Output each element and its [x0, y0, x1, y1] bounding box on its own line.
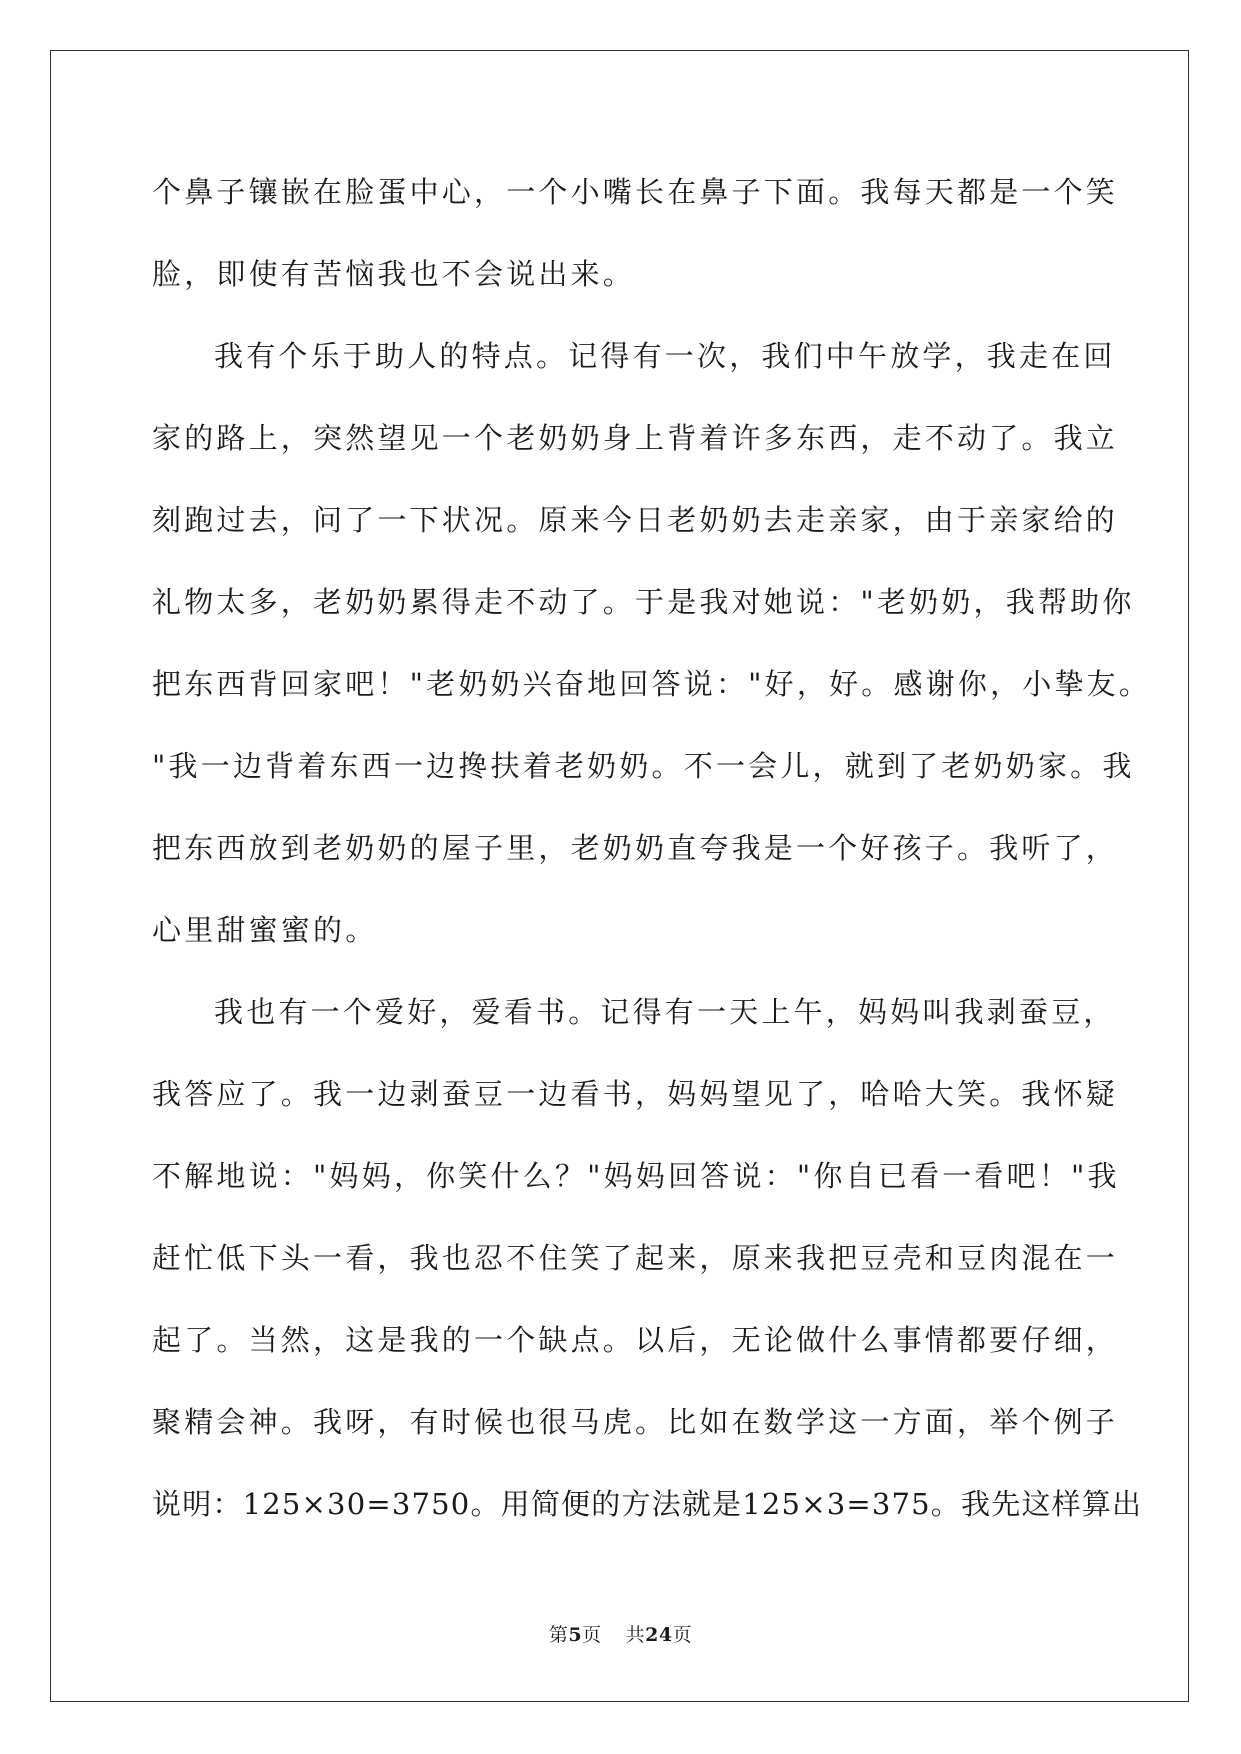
text-line: 把东西放到老奶奶的屋子里，老奶奶直夸我是一个好孩子。我听了， [152, 831, 1119, 865]
paragraph-start-line: 我有个乐于助人的特点。记得有一次，我们中午放学，我走在回 [214, 339, 1116, 373]
text-line: 个鼻子镶嵌在脸蛋中心，一个小嘴长在鼻子下面。我每天都是一个笑 [152, 175, 1119, 209]
text-line: 不解地说："妈妈，你笑什么？"妈妈回答说："你自已看一看吧！"我 [152, 1159, 1120, 1193]
text-line: 说明：125×30=3750。用简便的方法就是125×3=375。我先这样算出 [152, 1487, 1143, 1521]
total-page-count: 24 [645, 1624, 673, 1646]
text-line: 刻跑过去，问了一下状况。原来今日老奶奶去走亲家，由于亲家给的 [152, 503, 1119, 537]
text-line: 脸，即使有苦恼我也不会说出来。 [152, 257, 636, 291]
page-footer [0, 1620, 1241, 1647]
text-line: 赶忙低下头一看，我也忍不住笑了起来，原来我把豆壳和豆肉混在一 [152, 1241, 1119, 1275]
footer-total-suffix: 页 [672, 1624, 693, 1646]
text-line: 聚精会神。我呀，有时候也很马虎。比如在数学这一方面，举个例子 [152, 1405, 1119, 1439]
text-line: "我一边背着东西一边搀扶着老奶奶。不一会儿，就到了老奶奶家。我 [152, 749, 1135, 783]
text-line: 起了。当然，这是我的一个缺点。以后，无论做什么事情都要仔细， [152, 1323, 1119, 1357]
text-line: 礼物太多，老奶奶累得走不动了。于是我对她说："老奶奶，我帮助你 [152, 585, 1135, 619]
footer-page-suffix: 页 [582, 1624, 602, 1646]
text-line: 把东西背回家吧！"老奶奶兴奋地回答说："好，好。感谢你，小挚友。 [152, 667, 1152, 701]
paragraph-start-line: 我也有一个爱好，爱看书。记得有一天上午，妈妈叫我剥蚕豆， [214, 995, 1116, 1029]
text-line: 我答应了。我一边剥蚕豆一边看书，妈妈望见了，哈哈大笑。我怀疑 [152, 1077, 1119, 1111]
text-line: 心里甜蜜蜜的。 [152, 913, 378, 947]
current-page-number: 5 [568, 1624, 583, 1646]
footer-prefix: 第 [548, 1624, 569, 1646]
text-line: 家的路上，突然望见一个老奶奶身上背着许多东西，走不动了。我立 [152, 421, 1119, 455]
footer-total-prefix: 共 [625, 1624, 646, 1646]
document-body [152, 162, 1152, 1556]
